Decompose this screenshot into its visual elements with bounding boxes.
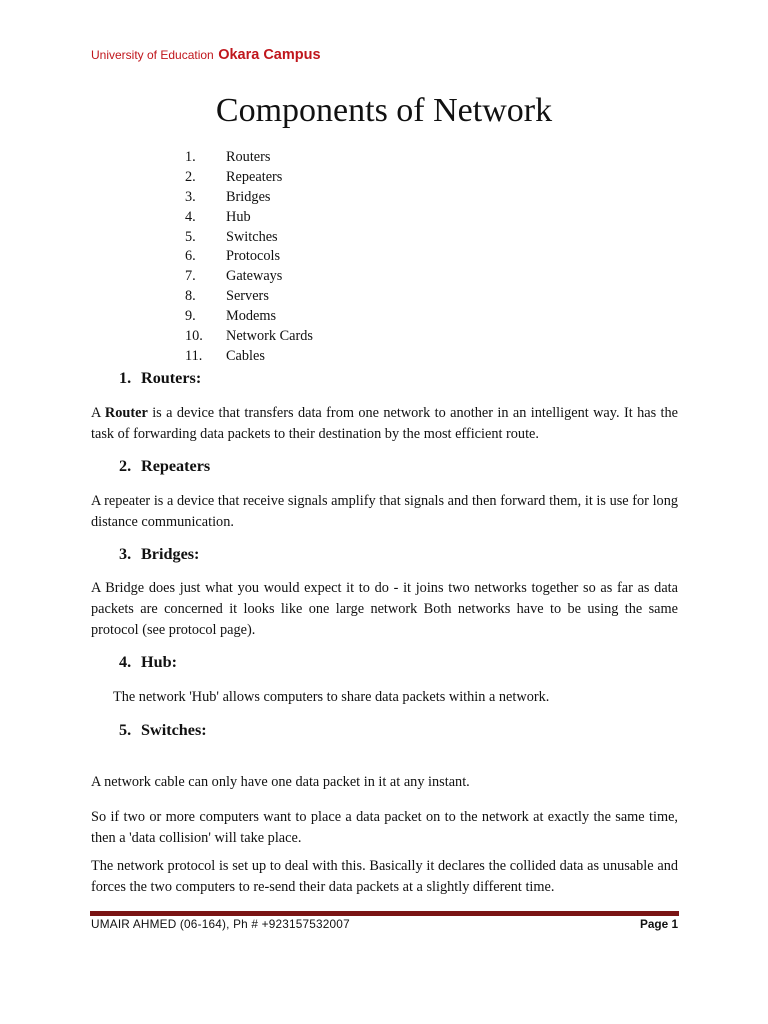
list-item <box>185 267 313 287</box>
section-heading-repeaters <box>119 457 210 476</box>
section-title: Hub: <box>141 653 177 671</box>
list-item <box>185 228 313 248</box>
repeaters-paragraph: A repeater is a device that receive signals amplify that signals and then forward them, it is use for long distance communication. <box>91 493 678 530</box>
list-item <box>185 188 313 208</box>
list-item-label: Network Cards <box>226 328 313 345</box>
list-item <box>185 208 313 228</box>
list-item-number: 9. <box>185 308 196 325</box>
list-item <box>185 347 313 367</box>
list-item-number: 10. <box>185 328 203 345</box>
list-item-number: 7. <box>185 268 196 285</box>
list-item-label: Servers <box>226 288 269 305</box>
section-number: 4. <box>119 653 132 671</box>
section-heading-hub <box>119 653 177 672</box>
footer-author: UMAIR AHMED (06-164), Ph # +923157532007 <box>91 917 350 931</box>
section-heading-routers <box>119 369 201 388</box>
list-item-number: 3. <box>185 188 196 205</box>
list-item-number: 8. <box>185 288 196 305</box>
section-heading-switches <box>119 721 207 740</box>
list-item <box>185 168 313 188</box>
list-item <box>185 307 313 327</box>
section-title: Switches: <box>141 721 207 739</box>
hub-paragraph: The network 'Hub' allows computers to share data packets within a network. <box>113 689 550 705</box>
list-item-label: Switches <box>226 228 278 245</box>
section-title: Routers: <box>141 369 202 387</box>
list-item <box>185 148 313 168</box>
section-number: 5. <box>119 721 132 739</box>
list-item-label: Bridges <box>226 188 271 205</box>
section-number: 3. <box>119 545 132 563</box>
page-header <box>91 46 321 64</box>
section-title: Repeaters <box>141 457 211 475</box>
list-item-label: Hub <box>226 208 251 225</box>
page-title: Components of Network <box>215 92 553 129</box>
routers-paragraph <box>91 403 678 445</box>
list-item-number: 11. <box>185 347 203 364</box>
footer-page-number: Page 1 <box>640 917 679 931</box>
switches-paragraph-1: A network cable can only have one data packet in it at any instant. <box>91 774 470 790</box>
section-number: 2. <box>119 457 132 475</box>
list-item <box>185 327 313 347</box>
section-number: 1. <box>119 369 132 387</box>
footer-rule <box>90 911 679 916</box>
list-item-number: 1. <box>185 149 196 165</box>
list-item-number: 6. <box>185 248 196 265</box>
list-item-number: 5. <box>185 228 196 245</box>
list-item-label: Routers <box>226 149 271 165</box>
switches-paragraph-3: The network protocol is set up to deal with this. Basically it declares the collided data as unusable and forces the two computers to re-send their data packets at a slightly different time. <box>91 858 678 895</box>
list-item-label: Protocols <box>226 248 281 265</box>
switches-paragraph-2: So if two or more computers want to place a data packet on to the network at exactly the same time, then a 'data collision' will take place. <box>91 809 678 846</box>
list-item-number: 2. <box>185 168 196 185</box>
list-item <box>185 247 313 267</box>
header-institution: University of Education <box>91 48 214 62</box>
bold-term: Router <box>104 405 148 421</box>
list-item-label: Cables <box>226 347 265 364</box>
header-campus: Okara Campus <box>218 47 321 63</box>
section-title: Bridges: <box>141 545 200 563</box>
list-item-label: Modems <box>226 308 277 325</box>
components-list <box>185 148 313 367</box>
section-heading-bridges <box>119 545 199 564</box>
list-item <box>185 287 313 307</box>
list-item-number: 4. <box>185 208 196 225</box>
list-item-label: Gateways <box>226 268 283 285</box>
bridges-paragraph: A Bridge does just what you would expect it to do - it joins two networks together so as far as data packets are concerned it looks like one large network Both networks have to be using the same protocol (see protocol page). <box>91 580 678 638</box>
paragraph-text: is a device that transfers data from one network to another in an intelligent way. It has the task of forwarding data packets to their destination by the most efficient route. <box>91 405 678 442</box>
list-item-label: Repeaters <box>226 168 283 185</box>
paragraph-text: A <box>91 405 105 421</box>
